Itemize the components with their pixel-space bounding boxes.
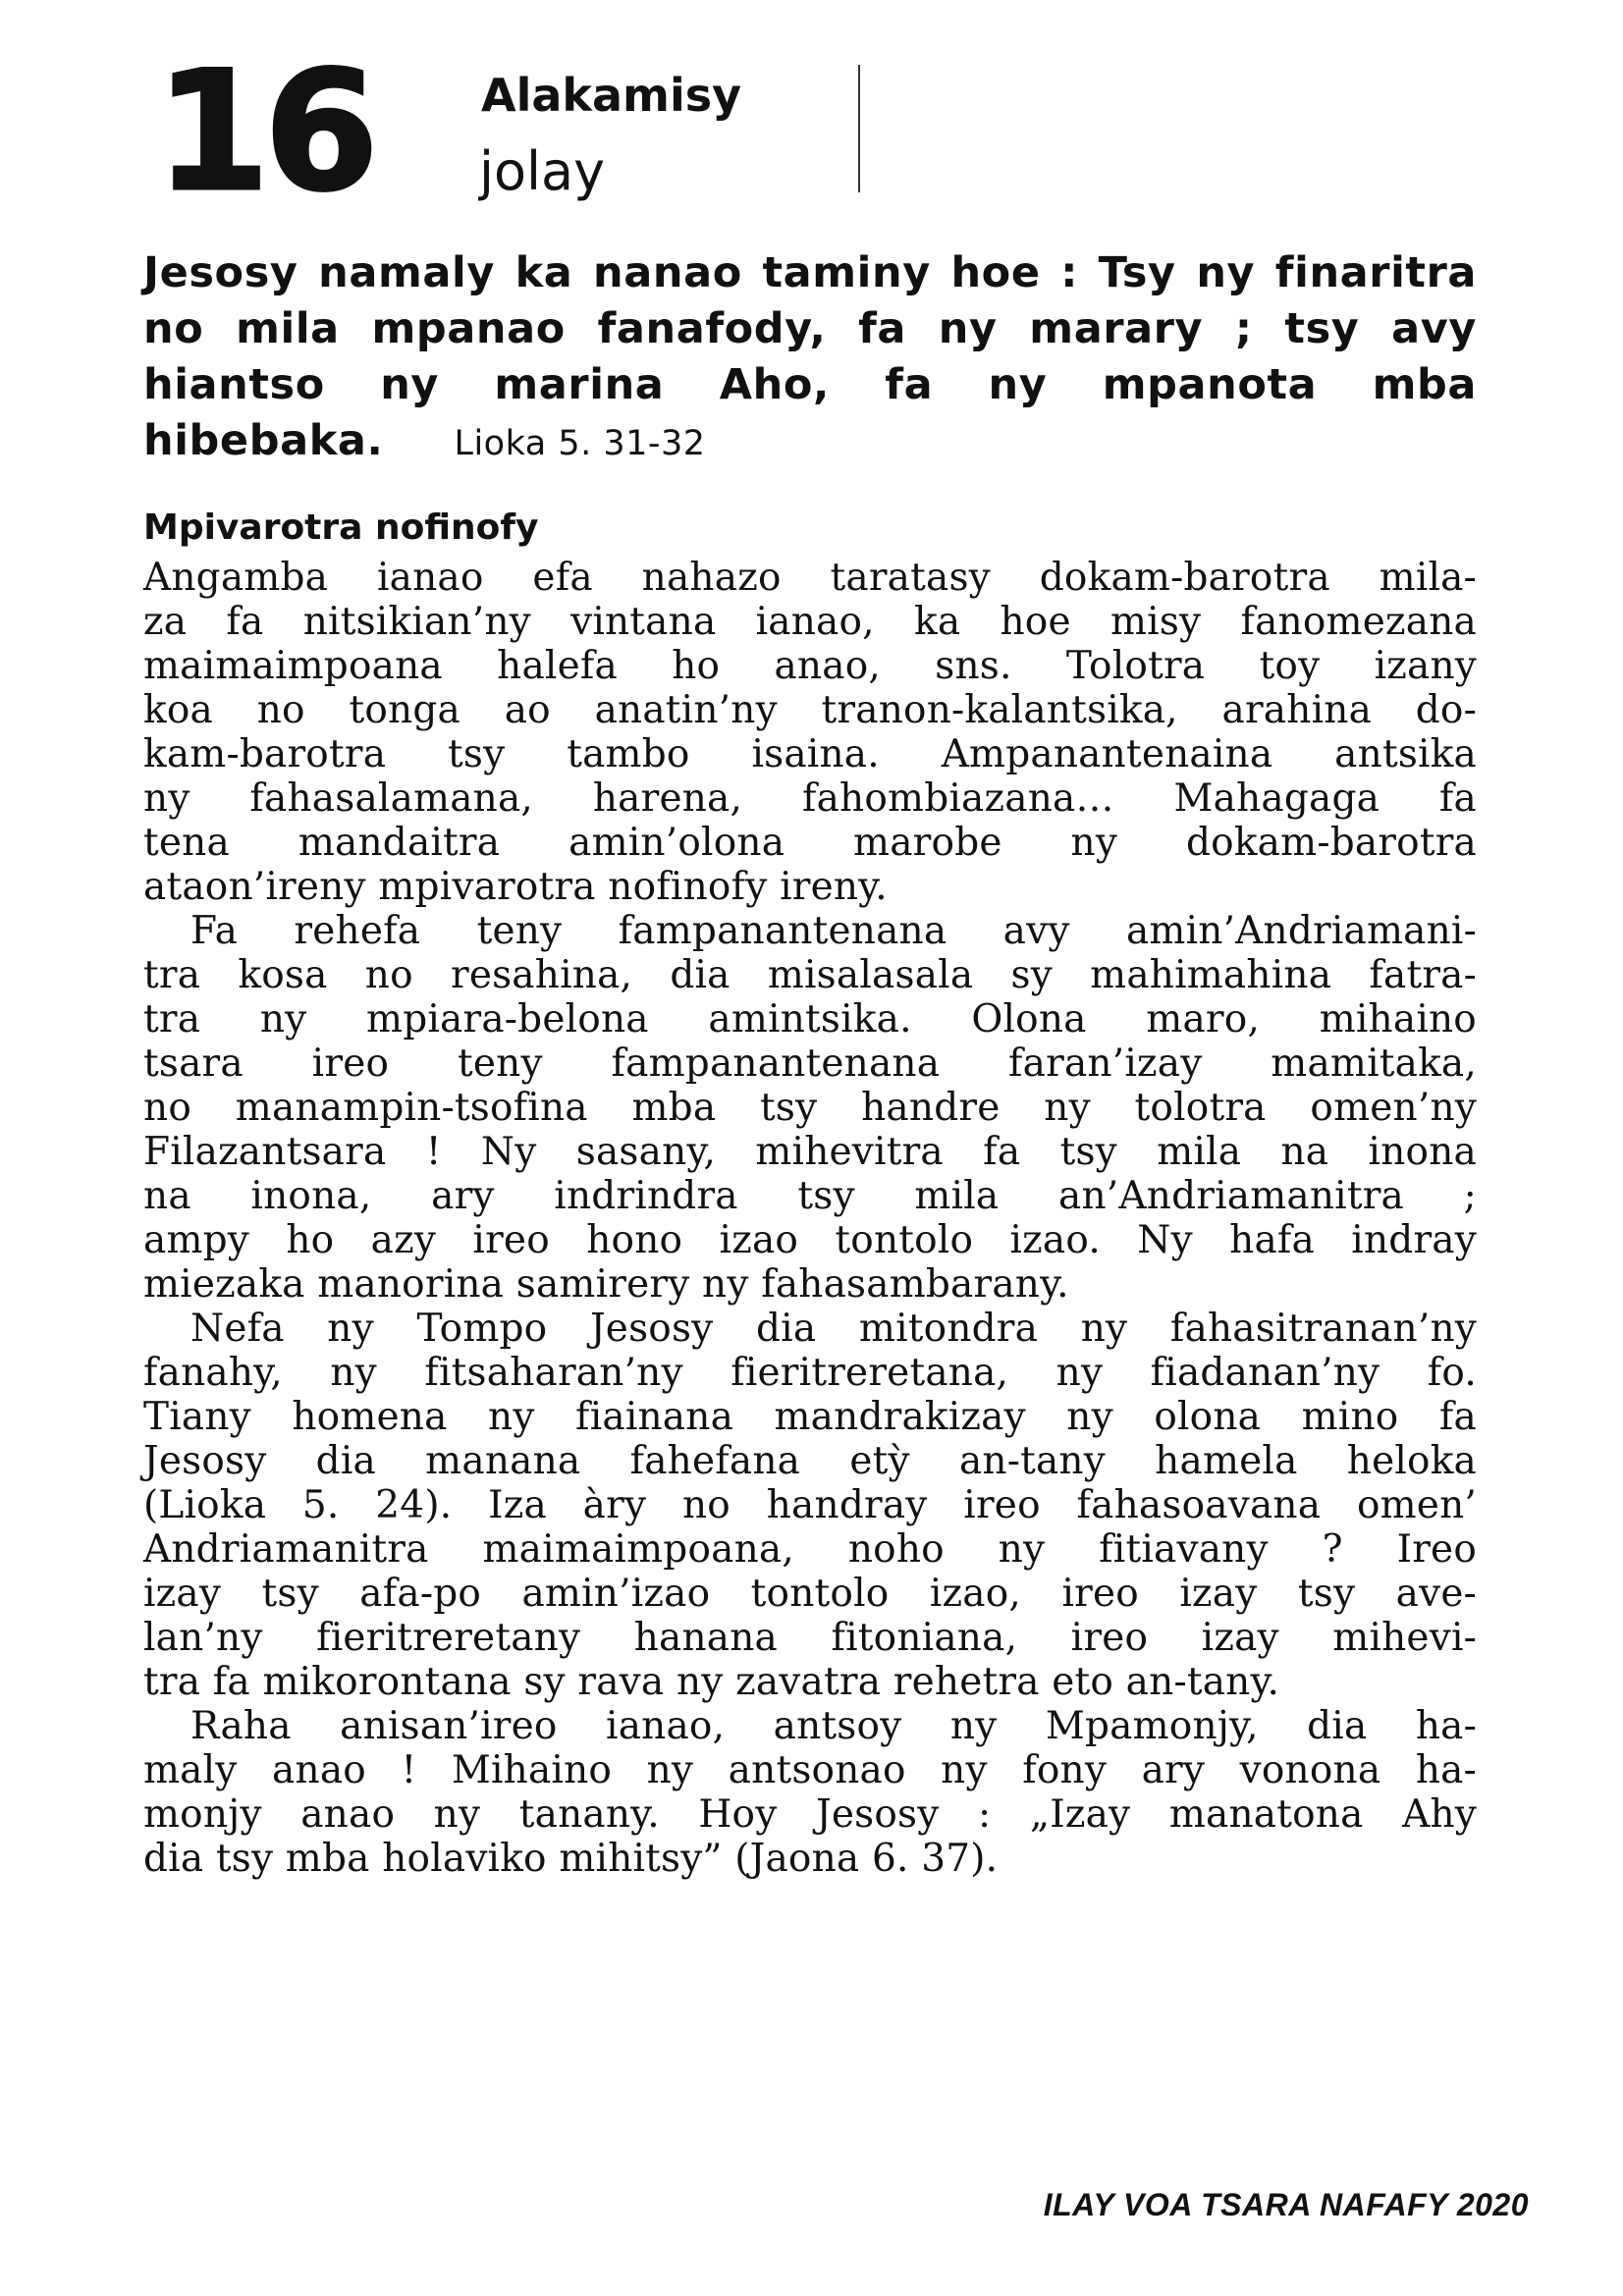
paragraph-line: tra ny mpiara-belona amintsika. Olona maro, mihaino: [143, 997, 1477, 1041]
paragraph-line: tra kosa no resahina, dia misalasala sy mahimahina fatra-: [143, 953, 1477, 997]
paragraph-line: Angamba ianao efa nahazo taratasy dokam-barotra mila-: [143, 556, 1477, 600]
paragraph-3: [143, 1307, 1477, 1704]
header-divider: [858, 65, 860, 192]
weekday: Alakamisy: [481, 69, 742, 122]
verse-text: Jesosy namaly ka nanao taminy hoe : Tsy ny finaritra no mila mpanao fanafody, fa ny marary ; tsy avy hiantso ny marina Aho, fa ny mpanota mba hibebaka.: [143, 248, 1477, 465]
paragraph-2: [143, 909, 1477, 1307]
paragraph-line: ampy ho azy ireo hono izao tontolo izao. Ny hafa indray: [143, 1218, 1477, 1262]
paragraph-line: monjy anao ny tanany. Hoy Jesosy : „Izay manatona Ahy: [143, 1792, 1477, 1837]
paragraph-4: [143, 1704, 1477, 1881]
paragraph-line: lan’ny fieritreretany hanana fitoniana, ireo izay mihevi-: [143, 1616, 1477, 1660]
paragraph-line: na inona, ary indrindra tsy mila an’Andriamanitra ;: [143, 1174, 1477, 1218]
paragraph-line: koa no tonga ao anatin’ny tranon-kalantsika, arahina do-: [143, 688, 1477, 732]
section-title: Mpivarotra nofinofy: [143, 507, 539, 548]
paragraph-1: [143, 556, 1477, 909]
paragraph-line: Raha anisan’ireo ianao, antsoy ny Mpamonjy, dia ha-: [190, 1704, 1477, 1748]
paragraph-line: Jesosy dia manana fahefana etỳ an-tany hamela heloka: [143, 1439, 1477, 1483]
paragraph-line: tsara ireo teny fampanantenana faran’izay mamitaka,: [143, 1041, 1477, 1086]
month: jolay: [479, 140, 606, 202]
paragraph-line: tena mandaitra amin’olona marobe ny dokam-barotra: [143, 821, 1477, 865]
paragraph-line: maly anao ! Mihaino ny antsonao ny fony ary vonona ha-: [143, 1748, 1477, 1792]
paragraph-line: Filazantsara ! Ny sasany, mihevitra fa tsy mila na inona: [143, 1130, 1477, 1174]
paragraph-line: izay tsy afa-po amin’izao tontolo izao, ireo izay tsy ave-: [143, 1572, 1477, 1616]
paragraph-line: ataon’ireny mpivarotra nofinofy ireny.: [143, 865, 888, 909]
paragraph-line: dia tsy mba holaviko mihitsy” (Jaona 6. 37).: [143, 1837, 999, 1881]
paragraph-line: miezaka manorina samirery ny fahasambarany.: [143, 1262, 1069, 1307]
paragraph-line: fanahy, ny fitsaharan’ny fieritreretana, ny fiadanan’ny fo.: [143, 1351, 1477, 1395]
paragraph-line: Andriamanitra maimaimpoana, noho ny fitiavany ? Ireo: [143, 1527, 1477, 1572]
paragraph-line: tra fa mikorontana sy rava ny zavatra rehetra eto an-tany.: [143, 1660, 1280, 1704]
verse-reference: Lioka 5. 31-32: [454, 424, 706, 463]
paragraph-line: Nefa ny Tompo Jesosy dia mitondra ny fahasitranan’ny: [190, 1307, 1477, 1351]
paragraph-line: (Lioka 5. 24). Iza àry no handray ireo fahasoavana omen’: [143, 1483, 1477, 1527]
paragraph-line: no manampin-tsofina mba tsy handre ny tolotra omen’ny: [143, 1086, 1477, 1130]
footer-publication-title: ILAY VOA TSARA NAFAFY 2020: [1043, 2187, 1529, 2222]
paragraph-line: za fa nitsikian’ny vintana ianao, ka hoe misy fanomezana: [143, 600, 1477, 644]
day-number: 16: [155, 35, 373, 228]
bible-verse: [143, 245, 1477, 472]
paragraph-line: kam-barotra tsy tambo isaina. Ampanantenaina antsika: [143, 732, 1477, 776]
devotional-body: [143, 556, 1477, 1881]
paragraph-line: Fa rehefa teny fampanantenana avy amin’Andriamani-: [190, 909, 1477, 953]
paragraph-line: Tiany homena ny fiainana mandrakizay ny olona mino fa: [143, 1395, 1477, 1439]
paragraph-line: ny fahasalamana, harena, fahombiazana… Mahagaga fa: [143, 776, 1477, 821]
paragraph-line: maimaimpoana halefa ho anao, sns. Tolotra toy izany: [143, 644, 1477, 688]
